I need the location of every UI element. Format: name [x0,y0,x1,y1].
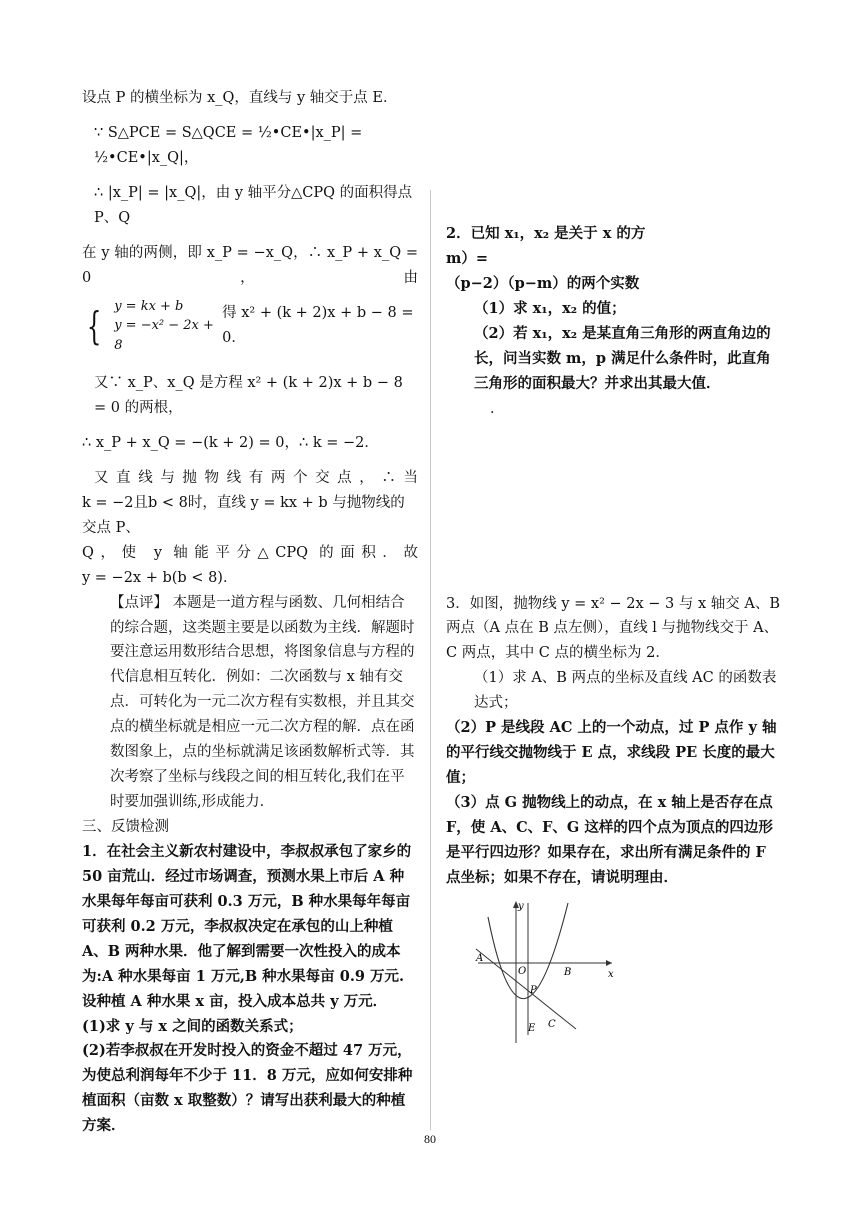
solution-line-7: 又直线与抛物线有两个交点，∴当 [94,469,418,486]
system-equation-1: y = kx + b [114,298,184,314]
label-y: y [518,900,524,912]
question-3-part-1: （1）求 A、B 两点的坐标及直线 AC 的函数表达式； [474,670,777,712]
left-column [82,86,418,1139]
system-result: 得 x² + (k + 2)x + b − 8 = 0． [222,304,414,346]
label-p: P [530,984,537,996]
question-1-part-1: (1)求 y 与 x 之间的函数关系式； [82,1017,303,1035]
solution-line-4: 在 y 轴的两侧，即 x_P = −x_Q，∴ x_P + x_Q = 0，由 [82,244,418,286]
solution-line-2: ∵ S△PCE = S△QCE = ½•CE•|x_P| = ½•CE•|x_Q|， [94,124,363,166]
system-equation-2: y = −x² − 2x + 8 [114,318,214,353]
label-c: C [548,1018,556,1030]
page-number: 80 [424,1132,436,1146]
equation-system [82,297,418,356]
question-2-tail: m）= [446,249,488,267]
x-axis-arrow [606,960,612,966]
label-e: E [528,1022,536,1034]
question-2 [446,222,782,272]
line-l [476,949,576,1029]
question-1-part-2: (2)若李叔叔在开发时投入的资金不超过 47 万元，为使总利润每年不少于 11．8 万元，应如何安排种植面积（亩数 x 取整数）？请写出获利最大的种植方案． [82,1042,413,1135]
question-1: 1．在社会主义新农村建设中，李叔叔承包了家乡的 50 亩荒山．经过市场调查，预测水果上市后 A 种水果每年每亩可获利 0.3 万元，B 种水果每年每亩可获利 0.2 万元，李叔叔决定在承包的山上种植 A、B 两种水果．他了解到需要一次性投入的成本为:A 种水果每亩 1 万元,B 种水果每亩 0.9 万元.设种植 A 种水果 x 亩，投入成本总共 y 万元． [82,842,412,1010]
section-heading: 三、反馈检测 [82,819,169,835]
solution-line-8: k = −2且b < 8时，直线 y = kx + b 与抛物线的交点 P、 [82,494,405,536]
question-3-part-3: （3）点 G 抛物线上的动点，在 x 轴上是否存在点 F，使 A、C、F、G 这样的四个点为顶点的四边形是平行四边形？如果存在，求出所有满足条件的 F 点坐标；如果不存在，请说明理由． [446,794,773,886]
solution-line-6: ∴ x_P + x_Q = −(k + 2) = 0，∴ k = −2． [82,434,379,451]
brace-symbol: { [86,303,102,348]
solution-line-1: 设点 P 的横坐标为 x_Q，直线与 y 轴交于点 E． [82,90,398,106]
question-2-part-2: （2）若 x₁，x₂ 是某直角三角形的两直角边的长，问当实数 m，p 满足什么条件时，此直角三角形的面积最大？并求出其最大值． [474,324,771,392]
solution-line-5: 又∵ x_P、x_Q 是方程 x² + (k + 2)x + b − 8 = 0 的两根， [94,375,403,416]
solution-line-10: y = −2x + b(b < 8)． [82,569,238,586]
column-divider [430,190,431,1130]
solution-line-3: ∴ |x_P| = |x_Q|，由 y 轴平分△CPQ 的面积得点 P、Q [94,184,413,226]
question-3: 3．如图，抛物线 y = x² − 2x − 3 与 x 轴交 A、B 两点（A 点在 B 点左侧），直线 l 与抛物线交于 A、C 两点，其中 C 点的横坐标为 2． [446,595,780,662]
label-origin: O [518,965,527,977]
question-2-part-1: （1）求 x₁，x₂ 的值； [474,299,626,317]
label-b: B [564,966,572,978]
label-x: x [608,968,614,980]
question-2-text: 2．已知 x₁，x₂ 是关于 x 的方 [446,225,646,242]
parabola-figure [472,897,622,1047]
label-a: A [476,952,484,964]
solution-line-9: Q，使 y 轴能平分△CPQ 的面积．故 [82,544,418,561]
right-column [446,222,782,1056]
comment-paragraph: 【点评】 本题是一道方程与函数、几何相结合的综合题，这类题主要是以函数为主线．解题时要注意运用数形结合思想，将图象信息与方程的代信息相互转化．例如：二次函数与 x 轴有交点．可转化为一元二次方程有实数根，并且其交点的横坐标就是相应一元二次方程的解．点在函数图象上，点的坐标就满足该函数解析式等．其次考察了坐标与线段之间的相互转化,我们在平时要加强训练,形成能力． [110,594,415,811]
question-3-part-2: （2）P 是线段 AC 上的一个动点，过 P 点作 y 轴的平行线交抛物线于 E 点，求线段 PE 长度的最大值； [446,719,777,787]
question-2-line-2: （p−2）（p−m）的两个实数 [446,274,640,292]
stray-dot: ． [490,400,505,417]
